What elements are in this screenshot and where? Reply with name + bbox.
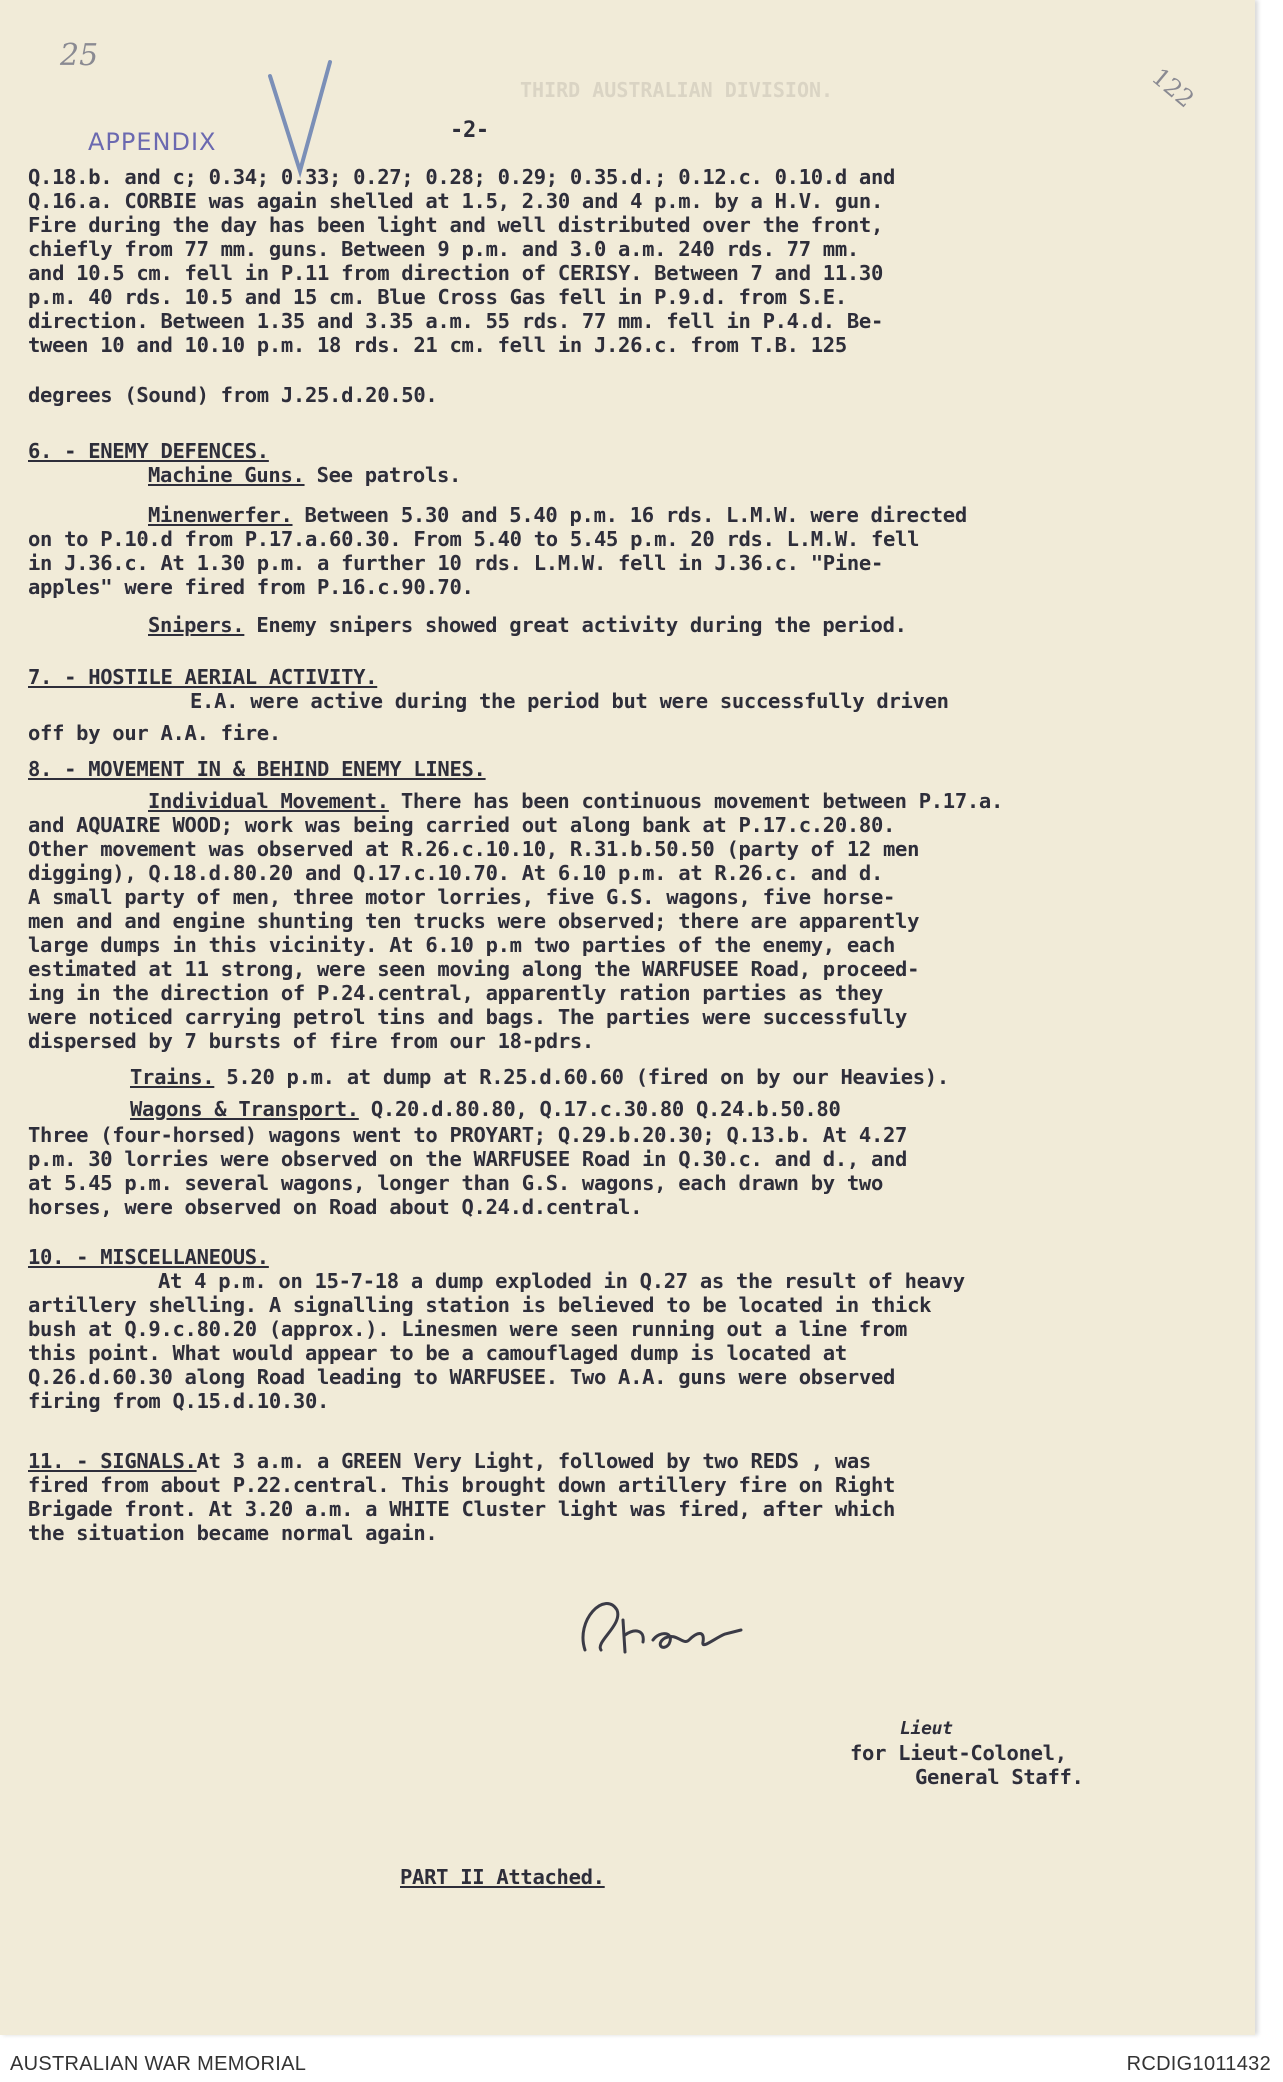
text-span: Between 5.30 and 5.40 p.m. 16 rds. L.M.W. were directed [292,503,967,527]
subheading: Individual Movement. [148,789,389,813]
section-heading: 6. - ENEMY DEFENCES. [28,439,269,463]
text-line: bush at Q.9.c.80.20 (approx.). Linesmen were seen running out a line from [28,1317,908,1341]
text-line: digging), Q.18.d.80.20 and Q.17.c.10.70. At 6.10 p.m. at R.26.c. and d. [28,861,883,885]
text-line: E.A. were active during the period but were successfully driven [190,689,949,713]
lieut-insert: Lieut [900,1718,953,1739]
text-line: in J.36.c. At 1.30 p.m. a further 10 rds. L.M.W. fell in J.36.c. "Pine- [28,551,883,575]
text-line: the situation became normal again. [28,1521,438,1545]
text-line: fired from about P.22.central. This brought down artillery fire on Right [28,1473,896,1497]
text-line: direction. Between 1.35 and 3.35 a.m. 55 rds. 77 mm. fell in P.4.d. Be- [28,309,883,333]
text-line: firing from Q.15.d.10.30. [28,1389,330,1413]
signoff-line: General Staff. [915,1765,1084,1789]
text-line: apples" were fired from P.16.c.90.70. [28,575,474,599]
folio-number: 25 [60,38,99,73]
text-line: at 5.45 p.m. several wagons, longer than G.S. wagons, each drawn by two [28,1171,883,1195]
signoff-line: for Lieut-Colonel, [850,1741,1067,1765]
text-span: Enemy snipers showed great activity during the period. [244,613,907,637]
section-heading: 7. - HOSTILE AERIAL ACTIVITY. [28,665,378,689]
text-line: Q.26.d.60.30 along Road leading to WARFUSEE. Two A.A. guns were observed [28,1365,896,1389]
text-line: At 4 p.m. on 15-7-18 a dump exploded in Q.27 as the result of heavy [158,1269,965,1293]
text-line: this point. What would appear to be a camouflaged dump is located at [28,1341,847,1365]
text-line: large dumps in this vicinity. At 6.10 p.m two parties of the enemy, each [28,933,896,957]
text-line: degrees (Sound) from J.25.d.20.50. [28,383,438,407]
section-heading: 11. - SIGNALS. [28,1449,197,1473]
section-heading: 8. - MOVEMENT IN & BEHIND ENEMY LINES. [28,757,486,781]
wagons-line [130,1098,841,1120]
text-line: off by our A.A. fire. [28,721,281,745]
im-line [148,790,1003,812]
text-line: Fire during the day has been light and well distributed over the front, [28,213,883,237]
page-marker: -2- [450,118,489,143]
subheading: Minenwerfer. [148,503,293,527]
text-line: were noticed carrying petrol tins and bags. The parties were successfully [28,1005,908,1029]
text-line: Q.18.b. and c; 0.34; 0.33; 0.27; 0.28; 0.29; 0.35.d.; 0.12.c. 0.10.d and [28,165,896,189]
text-line: chiefly from 77 mm. guns. Between 9 p.m. and 3.0 a.m. 240 rds. 77 mm. [28,237,859,261]
text-span: Q.20.d.80.80, Q.17.c.30.80 Q.24.b.50.80 [358,1097,841,1121]
signals-first-line [28,1450,871,1472]
text-line: dispersed by 7 bursts of fire from our 18-pdrs. [28,1029,594,1053]
footer-record-id: RCDIG1011432 [1126,2053,1271,2075]
text-line: Other movement was observed at R.26.c.10.10, R.31.b.50.50 (party of 12 men [28,837,920,861]
subheading: Snipers. [148,613,245,637]
text-span: At 3 a.m. a GREEN Very Light, followed by two REDS , was [196,1449,871,1473]
text-span: See patrols. [304,463,462,487]
text-line: p.m. 30 lorries were observed on the WARFUSEE Road in Q.30.c. and d., and [28,1147,908,1171]
snipers-line [148,614,907,636]
signature [565,1580,755,1670]
text-line: ing in the direction of P.24.central, apparently ration parties as they [28,981,883,1005]
text-span: There has been continuous movement between P.17.a. [388,789,1003,813]
text-line: tween 10 and 10.10 p.m. 18 rds. 21 cm. fell in J.26.c. from T.B. 125 [28,333,847,357]
mg-line [148,464,461,486]
text-line: on to P.10.d from P.17.a.60.30. From 5.40 to 5.45 p.m. 20 rds. L.M.W. fell [28,527,920,551]
subheading: Trains. [130,1065,215,1089]
trains-line [130,1066,949,1088]
text-line: p.m. 40 rds. 10.5 and 15 cm. Blue Cross Gas fell in P.9.d. from S.E. [28,285,847,309]
text-line: and 10.5 cm. fell in P.11 from direction of CERISY. Between 7 and 11.30 [28,261,883,285]
text-line: men and and engine shunting ten trucks were observed; there are apparently [28,909,920,933]
section-heading: 10. - MISCELLANEOUS. [28,1245,269,1269]
text-line: A small party of men, three motor lorries, five G.S. wagons, five horse- [28,885,896,909]
text-line: Brigade front. At 3.20 a.m. a WHITE Cluster light was fired, after which [28,1497,896,1521]
text-line: Three (four-horsed) wagons went to PROYART; Q.29.b.20.30; Q.13.b. At 4.27 [28,1123,908,1147]
text-line: and AQUAIRE WOOD; work was being carried out along bank at P.17.c.20.80. [28,813,896,837]
page-number-right: 122 [1146,62,1200,114]
text-line: estimated at 11 strong, were seen moving along the WARFUSEE Road, proceed- [28,957,920,981]
text-line: horses, were observed on Road about Q.24.d.central. [28,1195,643,1219]
appendix-stamp: APPENDIX [88,128,217,156]
subheading: Machine Guns. [148,463,305,487]
text-line: artillery shelling. A signalling station is believed to be located in thick [28,1293,932,1317]
subheading: Wagons & Transport. [130,1097,359,1121]
part-ii-attached: PART II Attached. [400,1865,605,1889]
footer-archive-name: AUSTRALIAN WAR MEMORIAL [10,2053,307,2075]
ghost-heading: THIRD AUSTRALIAN DIVISION. [520,78,834,102]
mw-line [148,504,967,526]
text-span: 5.20 p.m. at dump at R.25.d.60.60 (fired on by our Heavies). [214,1065,949,1089]
text-line: Q.16.a. CORBIE was again shelled at 1.5, 2.30 and 4 p.m. by a H.V. gun. [28,189,883,213]
